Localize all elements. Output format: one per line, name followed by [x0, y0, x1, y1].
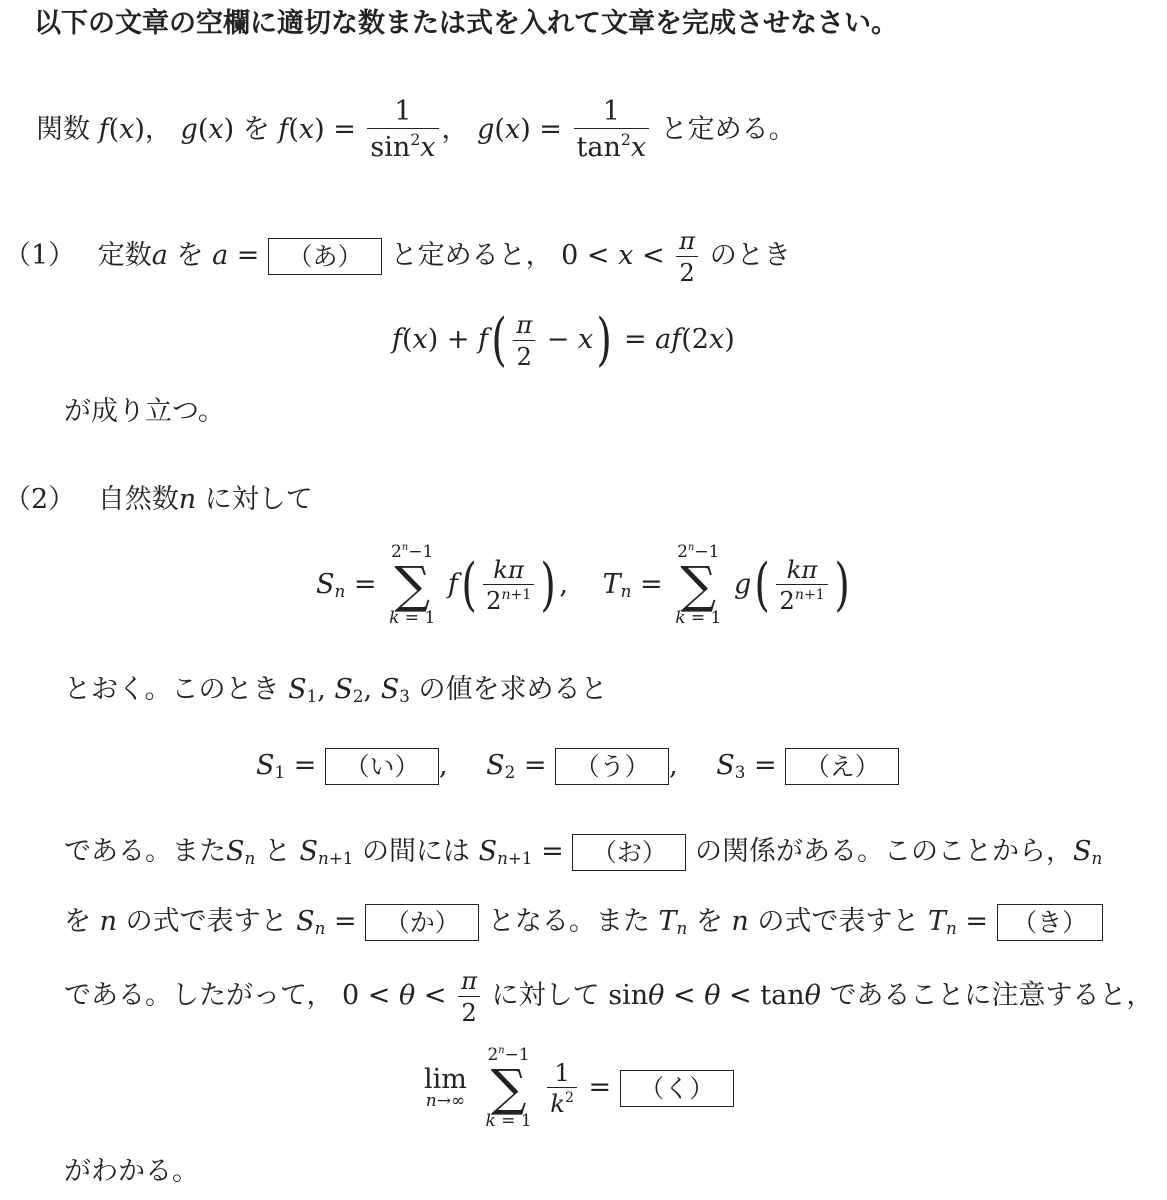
s-values-row: $S_1$ = （い） , $S_2$ = （う） , $S_3$ = （え）	[256, 748, 899, 785]
answer-blank-ki[interactable]: （き）	[997, 904, 1103, 941]
answer-blank-i[interactable]: （い）	[325, 748, 439, 785]
g-fraction: $\frac{1}{\tan^2x}$	[574, 98, 650, 163]
question-number: （2）	[4, 484, 76, 515]
question-2-setup: とおく。このとき $S_1$, $S_2$, $S_3$ の値を求めると	[64, 674, 608, 707]
intro-prefix: 関数	[36, 113, 90, 145]
answer-blank-o[interactable]: （お）	[572, 834, 686, 871]
final-conclusion: がわかる。	[64, 1156, 199, 1187]
question-2-statement: （2） 自然数n に対して	[4, 484, 313, 515]
answer-blank-u[interactable]: （う）	[555, 748, 669, 785]
formula-line: を n の式で表すと $S_n$ = （か） となる。また $T_n$ を n の式で表すと $T_n$ = （き）	[64, 904, 1103, 941]
limit-equation: lim n→∞ $2^n-1$ ∑ k = 1 $\frac{1}{k^2}$ = （く）	[424, 1046, 734, 1131]
sum-definitions: $S_n$ = $2^n-1$ ∑ k = 1 f( $\frac{k\pi}{2^{n+1}}$ ) , $T_n$ = $2^n-1$ ∑ k = 1 g( $\frac{k\pi}{2^{n+1}}$ )	[316, 542, 850, 629]
recurrence-line: である。また$S_n$ と $S_{n+1}$ の間には $S_{n+1}$ = （お） の関係がある。このことから，$S_n$	[64, 834, 1102, 871]
inequality-line: である。したがって， 0 < θ < $\frac{\pi}{2}$ に対して sinθ < θ < tanθ であることに注意すると，	[64, 966, 1154, 1027]
function-definition: 関数 f(x)， g(x) を f(x) = $\frac{1}{\sin^2x}$ ， g(x) = $\frac{1}{\tan^2x}$ と定める。	[36, 96, 796, 164]
answer-blank-ka[interactable]: （か）	[365, 904, 479, 941]
answer-blank-a[interactable]: （あ）	[268, 238, 382, 275]
answer-blank-e[interactable]: （え）	[785, 748, 899, 785]
answer-blank-ku[interactable]: （く）	[620, 1070, 734, 1107]
f-fraction: $\frac{1}{\sin^2x}$	[367, 98, 438, 163]
question-1-conclusion: が成り立つ。	[64, 396, 225, 427]
question-number: （1）	[4, 240, 76, 271]
problem-title: 以下の文章の空欄に適切な数または式を入れて文章を完成させなさい。	[34, 8, 898, 39]
question-1-equation: f(x) + f( $\frac{\pi}{2}$ − x) = af(2x)	[392, 307, 735, 374]
question-1-statement: （1） 定数a を a = （あ） と定めると， 0 < x < $\frac{\pi}{2}$ のとき	[4, 226, 791, 287]
